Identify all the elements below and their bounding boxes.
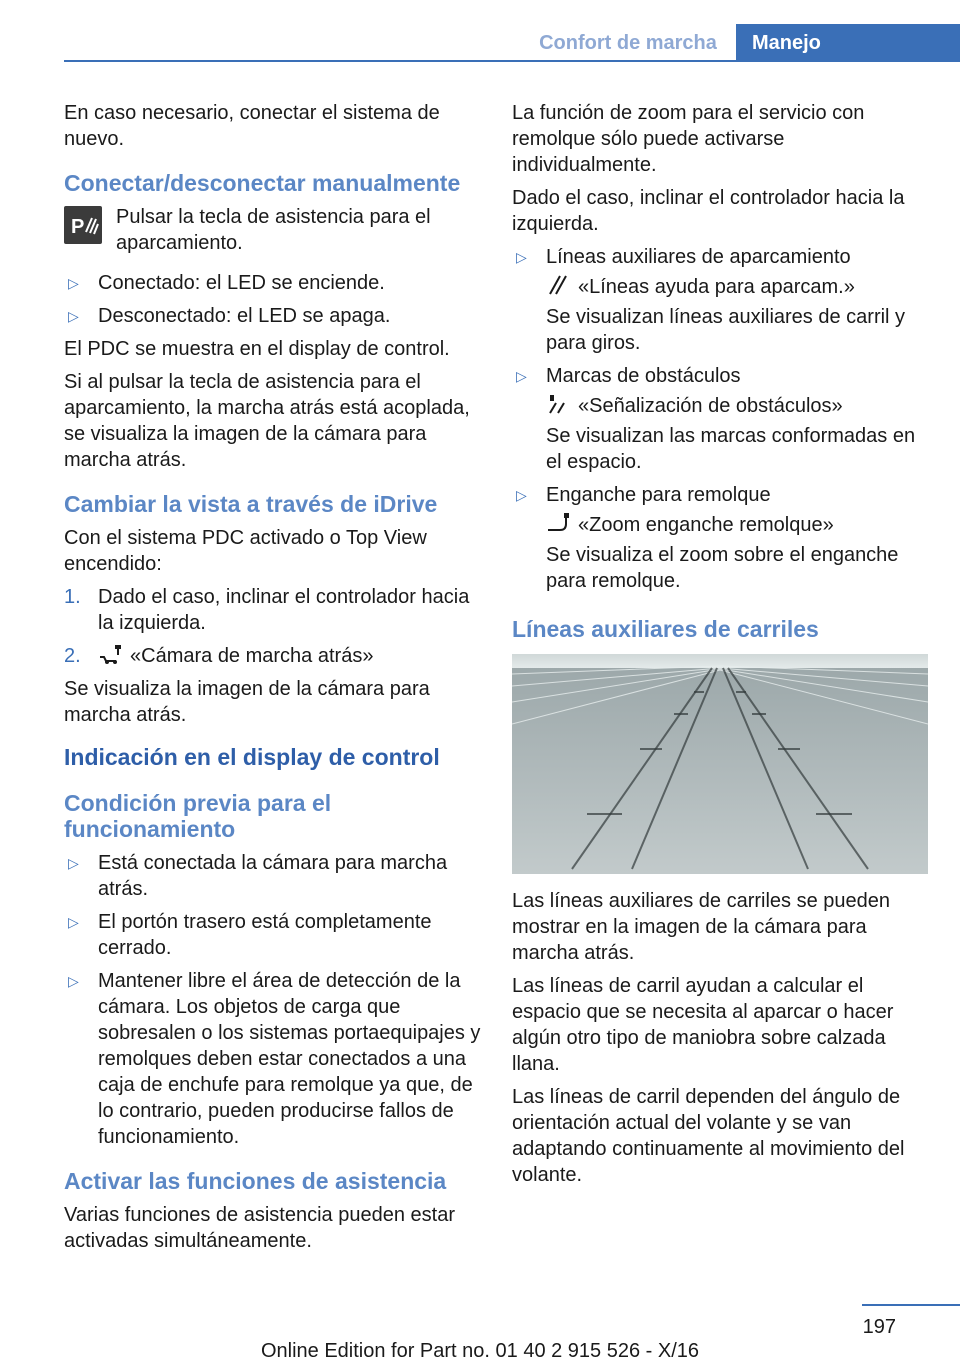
park-assist-key-text: Pulsar la tecla de asistencia para el aparcamiento. [116, 206, 431, 254]
list-item: ▷ El portón trasero está completamente cerrado. [68, 911, 432, 959]
heading-lane-lines: Líneas auxiliares de carriles [512, 616, 819, 642]
lanes-paragraph-3: Las líneas de carril dependen del ángulo de orientación actual del volante y se van adaptando continuamente al movimiento del volante. [512, 1086, 905, 1186]
rear-camera-icon [98, 643, 124, 665]
assist-paragraph: Varias funciones de asistencia pueden estar activadas simultáneamente. [64, 1204, 455, 1252]
triangle-right-icon: ▷ [516, 368, 527, 384]
triangle-right-icon: ▷ [516, 487, 527, 503]
incline-paragraph: Dado el caso, inclinar el controlador hacia la izquierda. [512, 187, 905, 235]
visualiza-paragraph: Se visualiza la imagen de la cámara para marcha atrás. [64, 678, 430, 726]
menu-entry: «Líneas ayuda para aparcam.» [546, 274, 930, 300]
step-item: 1. Dado el caso, inclinar el controlador hacia la izquierda. [64, 586, 470, 634]
view-paragraph: Con el sistema PDC activado o Top View encendido: [64, 527, 427, 575]
triangle-right-icon: ▷ [68, 308, 79, 324]
obstacle-marking-icon [546, 393, 572, 415]
trailer-hitch-icon [546, 512, 572, 534]
lane-lines-illustration [512, 654, 928, 874]
menu-entry: «Zoom enganche remolque» [546, 512, 930, 538]
intro-paragraph: En caso necesario, conectar el sistema de nuevo. [64, 102, 440, 150]
zoom-paragraph: La función de zoom para el servicio con remolque sólo puede activarse individualmente. [512, 102, 865, 176]
lanes-paragraph-2: Las líneas de carril ayudan a calcular el espacio que se necesita al aparcar o hacer algún otro tipo de maniobra sobre calzada llana. [512, 975, 894, 1075]
running-header-chapter: Manejo [736, 24, 960, 62]
running-header-section: Confort de marcha [520, 24, 736, 62]
triangle-right-icon: ▷ [68, 275, 79, 291]
lanes-paragraph-1: Las líneas auxiliares de carriles se pueden mostrar en la imagen de la cámara para marcha atrás. [512, 890, 890, 964]
park-assist-key-paragraph [64, 204, 482, 256]
camera-paragraph: Si al pulsar la tecla de asistencia para el aparcamiento, la marcha atrás está acoplada, se visualiza la imagen de la cámara para marcha atrás. [64, 371, 470, 471]
list-item: ▷ Mantener libre el área de detección de la cámara. Los objetos de carga que sobresalen o los sistemas portaequipajes y remolques deben estar conectados a una caja de enchufe para remolque ya que, de lo contrario, pueden producirse fallos de funcionamiento. [68, 970, 481, 1148]
step-item: 2. «Cámara de marcha atrás» [64, 645, 374, 667]
triangle-right-icon: ▷ [68, 914, 79, 930]
menu-entry: «Señalización de obstáculos» [546, 393, 930, 419]
list-item: ▷ Desconectado: el LED se apaga. [68, 305, 391, 327]
heading-activate-assist: Activar las funciones de asistencia [64, 1168, 447, 1194]
heading-precondition: Condición previa para el funcionamiento [64, 790, 332, 842]
menu-description: Se visualizan las marcas conformadas en el espacio. [546, 425, 916, 473]
left-column [64, 100, 482, 1261]
page-number: 197 [862, 1316, 896, 1338]
footer-rule [862, 1304, 960, 1306]
heading-change-view: Cambiar la vista a través de iDrive [64, 491, 438, 517]
heading-control-display: Indicación en el display de control [64, 744, 440, 770]
right-column [512, 100, 930, 1195]
triangle-right-icon: ▷ [68, 973, 79, 989]
svg-text:P: P [71, 216, 85, 238]
parking-lines-icon [546, 274, 572, 296]
list-item: ▷ Marcas de obstáculos «Señalización de obstáculos» Se visualizan las marcas conformadas en el espacio. [512, 363, 930, 475]
triangle-right-icon: ▷ [68, 855, 79, 871]
header-rule [64, 60, 960, 62]
menu-description: Se visualiza el zoom sobre el enganche para remolque. [546, 544, 899, 592]
list-item: ▷ Enganche para remolque «Zoom enganche remolque» Se visualiza el zoom sobre el enganche para remolque. [512, 482, 930, 594]
triangle-right-icon: ▷ [516, 249, 527, 265]
pdc-paragraph: El PDC se muestra en el display de control. [64, 338, 450, 360]
edition-line: Online Edition for Part no. 01 40 2 915 526 - X/16 [260, 1340, 700, 1362]
list-item: ▷ Está conectada la cámara para marcha atrás. [68, 852, 448, 900]
menu-description: Se visualizan líneas auxiliares de carril y para giros. [546, 306, 906, 354]
park-assist-key-icon [64, 206, 102, 244]
list-item: ▷ Conectado: el LED se enciende. [68, 272, 385, 294]
heading-manual-toggle: Conectar/desconectar manualmente [64, 170, 461, 196]
list-item: ▷ Líneas auxiliares de aparcamiento «Líneas ayuda para aparcam.» Se visualizan líneas auxiliares de carril y para giros. [512, 244, 930, 356]
